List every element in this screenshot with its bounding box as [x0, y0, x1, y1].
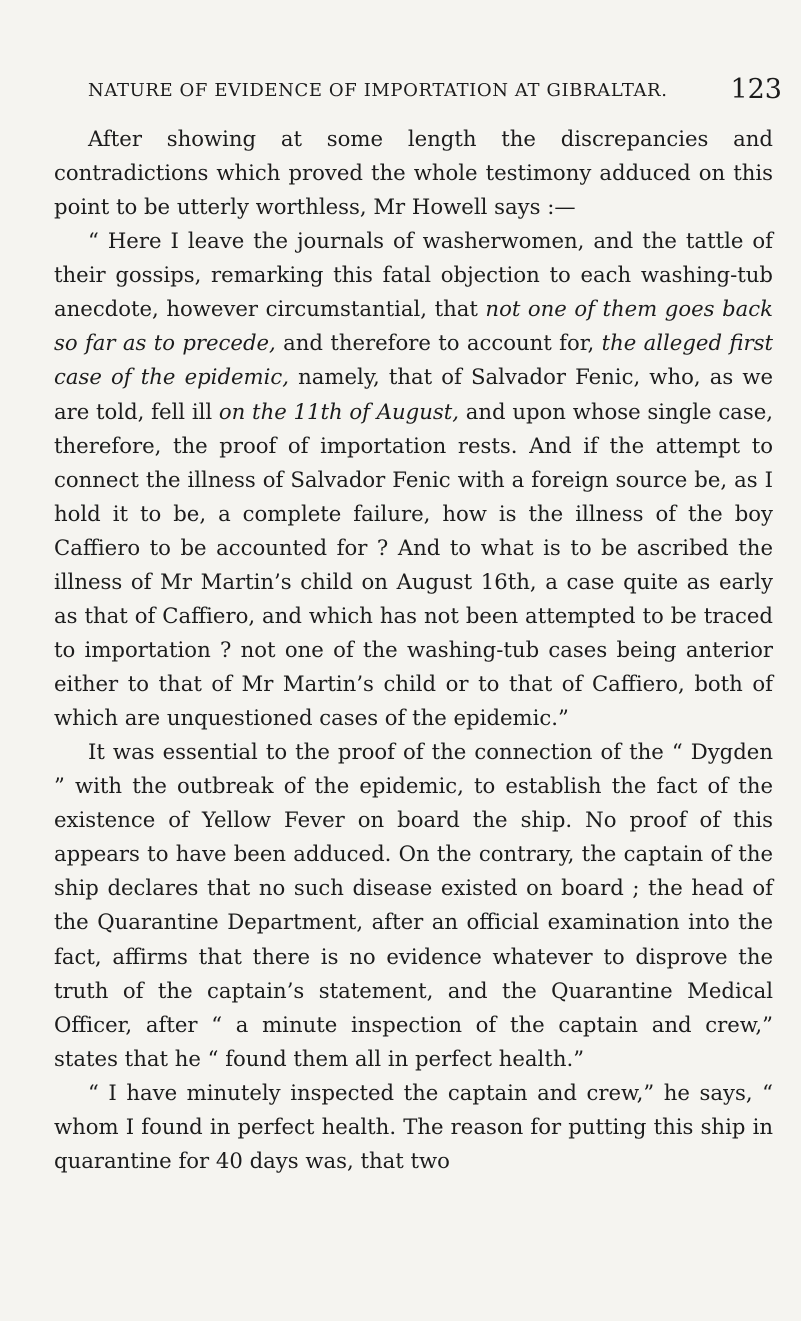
paragraph: [54, 122, 773, 224]
text-run: “ Here I leave the journals of washerwomen, and the tattle of their gossips, remarking this fatal objection to each washing-tub anecdote, however circumstantial, that: [54, 228, 773, 322]
paragraph: [54, 1076, 773, 1178]
text-run: It was essential to the proof of the connection of the “ Dygden ” with the outbreak of the epidemic, to establish the fact of the existence of Yellow Fever on board the ship. No proof of this appears to have been adduced. On the contrary, the captain of the ship declares that no such disease existed on board ; the head of the Quarantine Department, after an official examination into the fact, affirms that there is no evidence whatever to disprove the truth of the captain’s statement, and the Quarantine Medical Officer, after “ a minute inspection of the captain and crew,” states that he “ found them all in perfect health.”: [54, 739, 773, 1071]
paragraph: [54, 224, 773, 735]
page-number: 123: [730, 74, 782, 105]
body-text: [54, 122, 773, 1178]
italic-text: not one of them goes back so far as to precede,: [54, 296, 773, 356]
running-header: [88, 74, 782, 110]
text-run: and upon whose single case, therefore, the proof of importation rests. And if the attempt to connect the illness of Salvador Fenic with a foreign source be, as I hold it to be, a complete failure, how is the illness of the boy Caffiero to be accounted for ? And to what is to be ascribed the illness of Mr Martin’s child on August 16th, a case quite as early as that of Caffiero, and which has not been attempted to be traced to importation ? not one of the washing-tub cases being anterior either to that of Mr Martin’s child or to that of Caffiero, both of which are unquestioned cases of the epidemic.”: [54, 398, 773, 731]
italic-text: the alleged first case of the epidemic,: [54, 330, 773, 390]
paragraph: [54, 735, 773, 1076]
italic-text: on the 11th of August,: [218, 398, 459, 424]
text-run: namely, that of Salvador Fenic, who, as we are told, fell ill: [54, 364, 774, 424]
text-run: “ I have minutely inspected the captain and crew,” he says, “ whom I found in perfect health. The reason for putting this ship in quarantine for 40 days was, that two: [54, 1079, 773, 1173]
running-title: NATURE OF EVIDENCE OF IMPORTATION AT GIBRALTAR.: [88, 80, 668, 101]
text-run: and therefore to account for,: [275, 330, 602, 356]
text-run: After showing at some length the discrepancies and contradictions which proved the whole testimony adduced on this point to be utterly worthless, Mr Howell says :—: [54, 126, 773, 220]
